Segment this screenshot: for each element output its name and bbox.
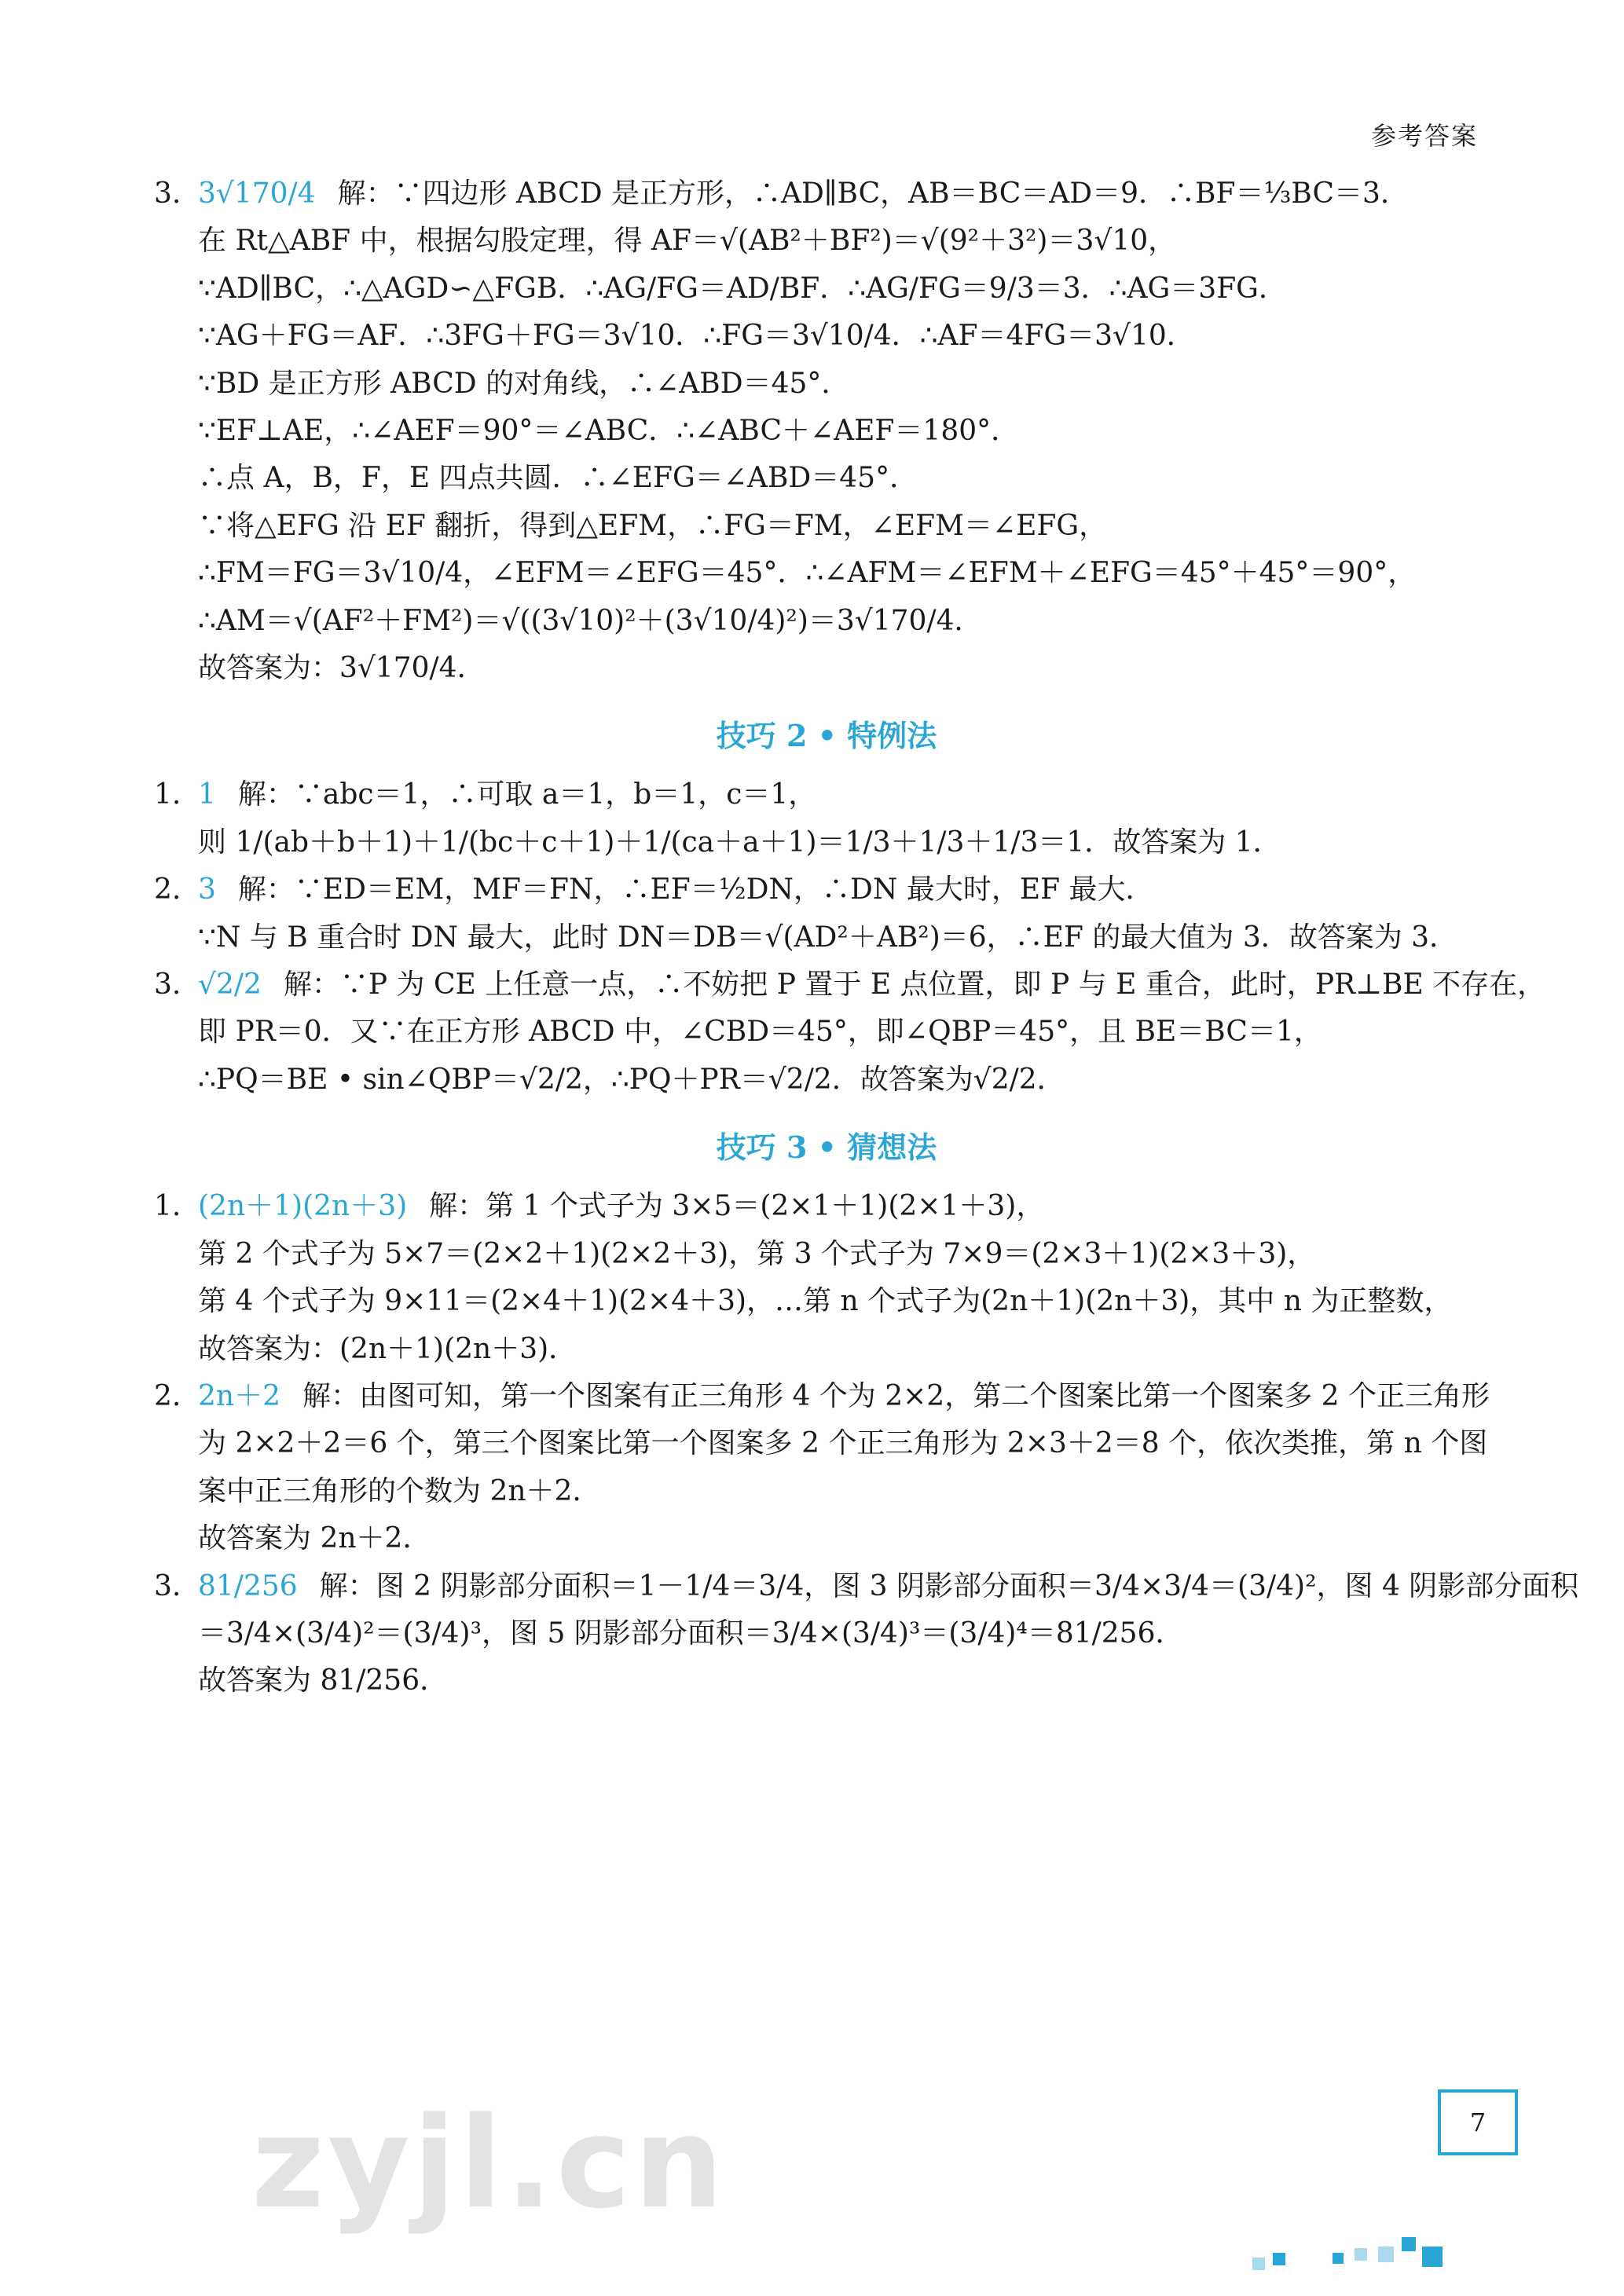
solution-line: 第 2 个式子为 5×7＝(2×2＋1)(2×2＋3)，第 3 个式子为 7×9＝(2×3＋1)(2×3＋3)， [198, 1237, 1316, 1270]
solution-line: ∴PQ＝BE • sin∠QBP＝√2/2，∴PQ＋PR＝√2/2．故答案为√2/2． [198, 1063, 1065, 1096]
solution-text: 解：图 2 阴影部分面积＝1－1/4＝3/4，图 3 阴影部分面积＝3/4×3/4＝(3/4)²，图 4 阴影部分面积 [319, 1569, 1579, 1602]
solution-line: ∵AG＋FG＝AF．∴3FG＋FG＝3√10．∴FG＝3√10/4．∴AF＝4FG＝3√10． [198, 320, 1195, 353]
section-title-tip-3: 技巧 3 • 猜想法 [716, 1130, 937, 1166]
tip3-q1 [154, 1187, 1499, 1226]
answer-value: 3 [198, 873, 216, 906]
problem-number: 2. [154, 1379, 181, 1412]
decorative-square [1402, 2237, 1416, 2251]
decorative-square [1273, 2253, 1285, 2265]
watermark: zyjl.cn [251, 2089, 727, 2236]
solution-line: 则 1/(ab＋b＋1)＋1/(bc＋c＋1)＋1/(ca＋a＋1)＝1/3＋1/3＋1/3＝1．故答案为 1． [198, 826, 1281, 859]
problem-number: 3. [154, 178, 181, 210]
tip2-q1 [154, 775, 1499, 815]
solution-line: 第 4 个式子为 9×11＝(2×4＋1)(2×4＋3)，…第 n 个式子为(2n＋1)(2n＋3)，其中 n 为正整数， [198, 1285, 1453, 1318]
tip3-q2 [154, 1377, 1499, 1416]
solution-line: 故答案为 81/256． [198, 1664, 449, 1697]
solution-line: 故答案为：3√170/4． [198, 651, 486, 684]
solution-text: 解：∵ED＝EM，MF＝FN，∴EF＝½DN，∴DN 最大时，EF 最大． [237, 873, 1154, 906]
solution-text: 解：∵P 为 CE 上任意一点，∴不妨把 P 置于 E 点位置，即 P 与 E 重合，此时，PR⊥BE 不存在， [283, 969, 1546, 1002]
problem-number: 3. [154, 1569, 181, 1602]
answer-value: 81/256 [198, 1569, 298, 1602]
solution-line: ∴点 A，B，F，E 四点共圆．∴∠EFG＝∠ABD＝45°． [198, 462, 918, 495]
problem-number: 2. [154, 873, 181, 906]
tip3-q3 [154, 1567, 1579, 1606]
answer-value: 3√170/4 [198, 178, 316, 210]
tip2-q3 [154, 965, 1546, 1005]
solution-line: 案中正三角形的个数为 2n＋2． [198, 1474, 601, 1507]
decorative-square [1422, 2247, 1443, 2267]
solution-line: ∴AM＝√(AF²＋FM²)＝√((3√10)²＋(3√10/4)²)＝3√170/4． [198, 604, 983, 637]
solution-line: ∴FM＝FG＝3√10/4，∠EFM＝∠EFG＝45°．∴∠AFM＝∠EFM＋∠EFG＝45°＋45°＝90°， [198, 557, 1417, 590]
page-number-box [1438, 2089, 1518, 2155]
solution-line: ＝3/4×(3/4)²＝(3/4)³，图 5 阴影部分面积＝3/4×(3/4)³＝(3/4)⁴＝81/256． [198, 1617, 1184, 1650]
problem-number: 1. [154, 778, 181, 811]
solution-line: 故答案为 2n＋2． [198, 1522, 431, 1555]
answer-content [154, 174, 1579, 1709]
solution-text: 解：第 1 个式子为 3×5＝(2×1＋1)(2×1＋3)， [429, 1190, 1045, 1223]
solution-line: ∵将△EFG 沿 EF 翻折，得到△EFM，∴FG＝FM，∠EFM＝∠EFG， [198, 509, 1108, 542]
solution-line: ∵EF⊥AE，∴∠AEF＝90°＝∠ABC．∴∠ABC＋∠AEF＝180°． [198, 414, 1020, 447]
solution-line: ∵BD 是正方形 ABCD 的对角线，∴∠ABD＝45°． [198, 367, 850, 400]
answer-value: 1 [198, 778, 216, 811]
solution-line: ∵N 与 B 重合时 DN 最大，此时 DN＝DB＝√(AD²＋AB²)＝6，∴EF 的最大值为 3．故答案为 3． [198, 921, 1458, 954]
problem-number: 3. [154, 969, 181, 1002]
decorative-square [1378, 2247, 1394, 2262]
solution-text: 解：∵四边形 ABCD 是正方形，∴AD∥BC，AB＝BC＝AD＝9．∴BF＝⅓BC＝3． [337, 178, 1409, 210]
decorative-square [1355, 2248, 1367, 2261]
solution-text: 解：∵abc＝1，∴可取 a＝1，b＝1，c＝1， [237, 778, 817, 811]
solution-line: 故答案为：(2n＋1)(2n＋3)． [198, 1332, 577, 1365]
page-header: 参考答案 [1370, 121, 1478, 151]
solution-line: ∵AD∥BC，∴△AGD∽△FGB．∴AG/FG＝AD/BF．∴AG/FG＝9/3＝3．∴AG＝3FG． [198, 272, 1287, 305]
decorative-square [1333, 2253, 1344, 2264]
problem-number: 1. [154, 1190, 181, 1223]
solution-line: 在 Rt△ABF 中，根据勾股定理，得 AF＝√(AB²＋BF²)＝√(9²＋3²)＝3√10， [198, 225, 1177, 258]
tip2-q2 [154, 870, 1499, 910]
problem-3-line-1 [154, 174, 1499, 214]
solution-line: 为 2×2＋2＝6 个，第三个图案比第一个图案多 2 个正三角形为 2×3＋2＝8 个，依次类推，第 n 个图 [198, 1427, 1488, 1460]
solution-line: 即 PR＝0．又∵在正方形 ABCD 中，∠CBD＝45°，即∠QBP＝45°，且 BE＝BC＝1， [198, 1016, 1322, 1049]
answer-value: 2n＋2 [198, 1379, 280, 1412]
answer-value: (2n＋1)(2n＋3) [198, 1190, 408, 1223]
answer-value: √2/2 [198, 969, 262, 1002]
page-number: 7 [1469, 2107, 1487, 2137]
solution-text: 解：由图可知，第一个图案有正三角形 4 个为 2×2，第二个图案比第一个图案多 2 个正三角形 [302, 1379, 1490, 1412]
section-title-tip-2: 技巧 2 • 特例法 [716, 718, 937, 754]
decorative-square [1252, 2258, 1265, 2270]
